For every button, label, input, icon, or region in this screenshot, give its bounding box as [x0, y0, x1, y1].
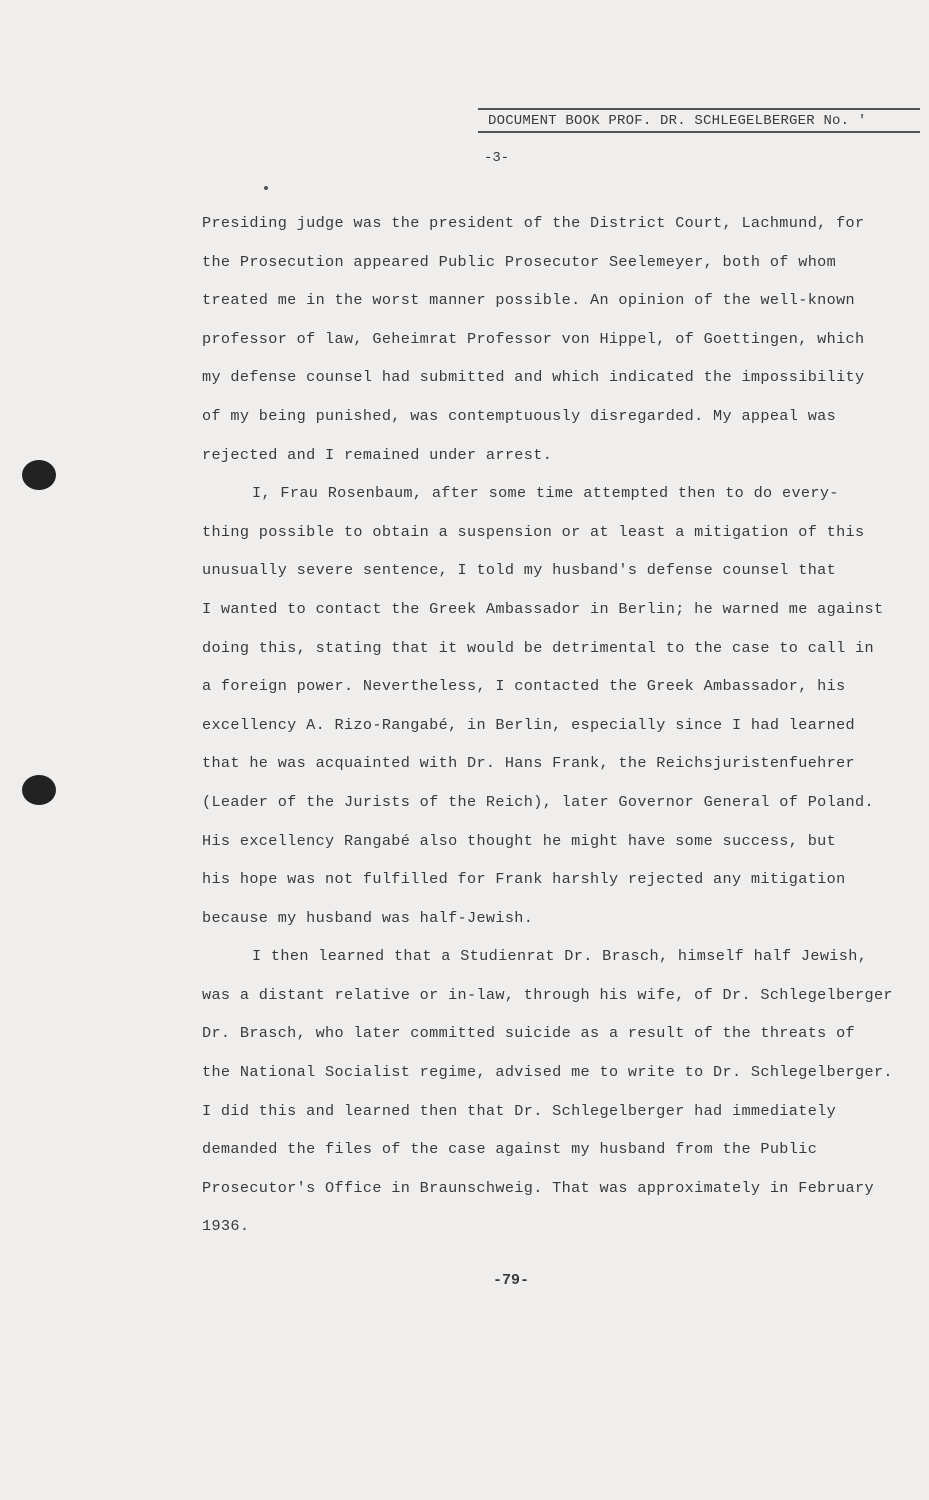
text-line: thing possible to obtain a suspension or at least a mitigation of this: [202, 522, 865, 541]
text-line: I did this and learned then that Dr. Schlegelberger had immediately: [202, 1101, 837, 1120]
punch-hole: [22, 460, 56, 490]
punch-hole: [22, 775, 56, 805]
text-line: because my husband was half-Jewish.: [202, 908, 534, 927]
text-line: I, Frau Rosenbaum, after some time attempted then to do every-: [252, 484, 839, 503]
text-line: that he was acquainted with Dr. Hans Frank, the Reichsjuristenfuehrer: [202, 754, 856, 773]
text-line: the National Socialist regime, advised me to write to Dr. Schlegelberger.: [202, 1063, 893, 1082]
text-line: unusually severe sentence, I told my husband's defense counsel that: [202, 561, 837, 580]
text-line: the Prosecution appeared Public Prosecutor Seelemeyer, both of whom: [202, 252, 837, 271]
text-line: demanded the files of the case against my husband from the Public: [202, 1140, 818, 1159]
page-number: -79-: [493, 1272, 530, 1289]
text-line: I then learned that a Studienrat Dr. Brasch, himself half Jewish,: [252, 947, 868, 966]
text-line: treated me in the worst manner possible. An opinion of the well-known: [202, 291, 856, 310]
text-line: 1936.: [202, 1217, 250, 1236]
text-line: doing this, stating that it would be detrimental to the case to call in: [202, 638, 874, 657]
text-line: I wanted to contact the Greek Ambassador in Berlin; he warned me against: [202, 599, 884, 618]
text-line: of my being punished, was contemptuously disregarded. My appeal was: [202, 406, 837, 425]
text-line: a foreign power. Nevertheless, I contacted the Greek Ambassador, his: [202, 677, 846, 696]
text-line: (Leader of the Jurists of the Reich), later Governor General of Poland.: [202, 792, 874, 811]
text-line: was a distant relative or in-law, through his wife, of Dr. Schlegelberger: [202, 985, 893, 1004]
document-book-header: DOCUMENT BOOK PROF. DR. SCHLEGELBERGER No. ': [478, 108, 920, 133]
page-marker: -3-: [484, 150, 510, 166]
text-line: rejected and I remained under arrest.: [202, 445, 553, 464]
text-line: my defense counsel had submitted and which indicated the impossibility: [202, 368, 865, 387]
text-line: His excellency Rangabé also thought he might have some success, but: [202, 831, 837, 850]
text-line: Dr. Brasch, who later committed suicide as a result of the threats of: [202, 1024, 856, 1043]
text-line: Prosecutor's Office in Braunschweig. That was approximately in February: [202, 1178, 874, 1197]
text-line: his hope was not fulfilled for Frank harshly rejected any mitigation: [202, 870, 846, 889]
stray-mark: [264, 186, 268, 190]
document-body: [202, 204, 902, 1246]
text-line: Presiding judge was the president of the District Court, Lachmund, for: [202, 214, 865, 232]
text-line: professor of law, Geheimrat Professor von Hippel, of Goettingen, which: [202, 329, 865, 348]
text-line: excellency A. Rizo-Rangabé, in Berlin, especially since I had learned: [202, 715, 856, 734]
